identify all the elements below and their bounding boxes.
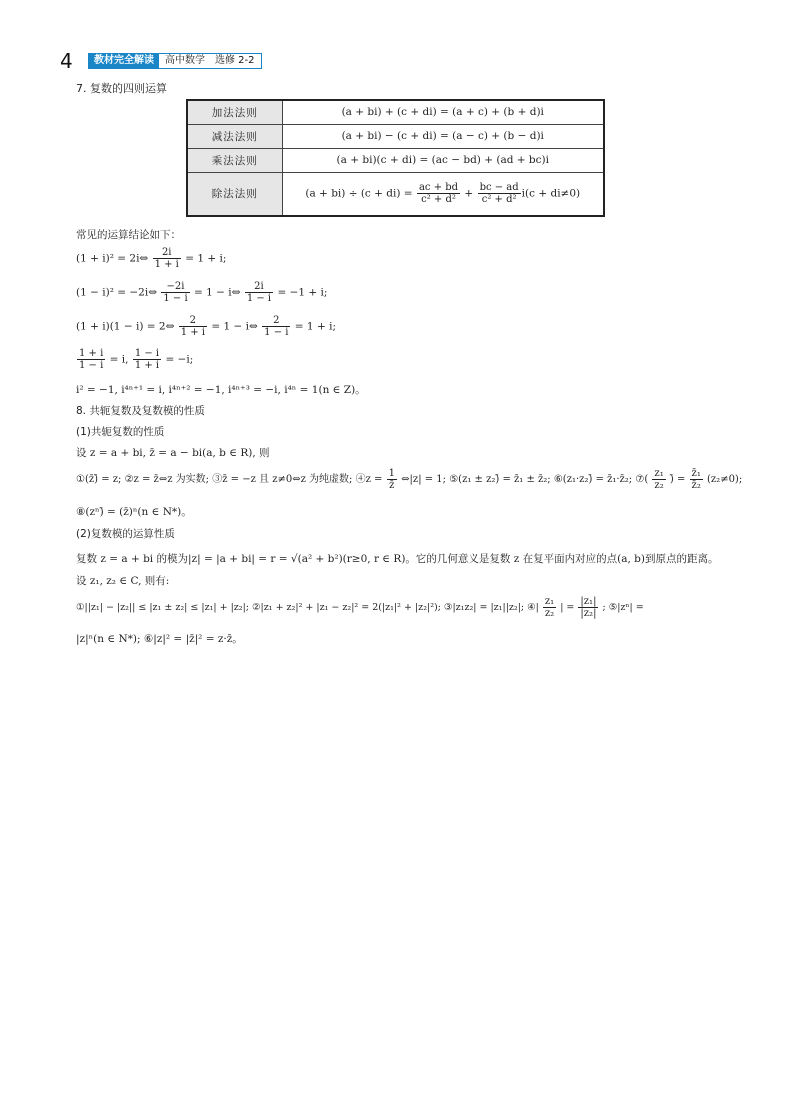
row-label: 加法法则	[187, 100, 282, 124]
modulus-setup: 设 z₁, z₂ ∈ C, 则有:	[76, 575, 170, 587]
numerator: 2i	[245, 281, 273, 293]
numerator: 2	[179, 315, 207, 327]
formula-text: i(c + di≠0)	[521, 187, 581, 200]
modulus-properties-cont: |z|ⁿ(n ∈ N*); ⑥|z|² = |z̄|² = z·z̄。	[76, 633, 243, 645]
formula-text: (a + bi) ÷ (c + di) =	[305, 187, 413, 200]
conclusion-line-3	[76, 315, 336, 338]
fraction	[417, 182, 460, 205]
conclusions-intro: 常见的运算结论如下：	[76, 229, 181, 241]
formula-text: (1 − i)² = −2i⇔	[76, 286, 158, 299]
fraction	[262, 315, 290, 338]
subsection-2-title: (2)复数模的运算性质	[76, 528, 175, 540]
conjugate-properties	[76, 468, 742, 491]
row-label: 减法法则	[187, 124, 282, 148]
formula-text: = −i;	[165, 353, 194, 366]
book-label: 高中数学 选修 2-2	[159, 54, 261, 68]
fraction	[161, 281, 189, 304]
conclusion-line-5: i² = −1, i⁴ⁿ⁺¹ = i, i⁴ⁿ⁺² = −1, i⁴ⁿ⁺³ = −i, i⁴ⁿ = 1(n ∈ Z)。	[76, 384, 366, 396]
formula-text: = 1 − i⇔	[194, 286, 241, 299]
fraction	[153, 247, 181, 270]
conclusion-line-4	[76, 348, 193, 371]
numerator: −2i	[161, 281, 189, 293]
modulus-properties	[76, 596, 644, 619]
numerator: 1	[388, 468, 395, 479]
page-header	[60, 51, 262, 71]
row-formula: (a + bi) + (c + di) = (a + c) + (b + d)i	[282, 100, 604, 124]
conjugate-property-8: ⑧(zⁿ)̄ = (z̄)ⁿ(n ∈ N*)。	[76, 506, 192, 518]
formula-text: ①(z̄)̄ = z; ②z = z̄⇔z 为实数; ③z̄ = −z 且 z≠0⇔z 为纯虚数; ④z =	[76, 474, 383, 485]
denominator: 1 + i	[154, 259, 179, 270]
table-row	[187, 100, 604, 124]
fraction	[652, 468, 665, 491]
numerator: 2	[262, 315, 290, 327]
numerator: z₁	[654, 468, 664, 479]
subsection-1-title: (1)共轭复数的性质	[76, 426, 165, 438]
denominator: z₂	[654, 480, 664, 491]
formula-text: = i,	[109, 353, 129, 366]
brand-label: 教材完全解读	[89, 54, 159, 68]
numerator: 1 − i	[134, 348, 160, 359]
formula-text: (1 + i)² = 2i⇔	[76, 252, 149, 265]
section-7-title: 7. 复数的四则运算	[76, 82, 167, 95]
fraction	[387, 468, 397, 491]
numerator: 1 + i	[79, 348, 104, 359]
numerator: z̄₁	[691, 468, 701, 479]
fraction	[690, 468, 703, 491]
denominator: z̄	[389, 480, 395, 491]
section-8-title: 8. 共轭复数及复数模的性质	[76, 405, 205, 417]
denominator: c² + d²	[481, 194, 517, 206]
denominator: 1 − i	[246, 293, 272, 304]
denominator: 1 − i	[163, 293, 188, 304]
numerator: |z₁|	[580, 596, 597, 607]
numerator: 2i	[153, 247, 181, 259]
fraction	[478, 182, 521, 205]
table-row	[187, 172, 604, 216]
formula-text: ①||z₁| − |z₂|| ≤ |z₁ ± z₂| ≤ |z₁| + |z₂|; ②|z₁ + z₂|² + |z₁ − z₂|² = 2(|z₁|² + |z₂|²); ③|z₁z₂| = |z₁||z₂|; ④|	[76, 602, 539, 613]
fraction	[77, 348, 105, 371]
formula-text: ⇔|z| = 1; ⑤(z₁ ± z₂)̄ = z̄₁ ± z̄₂; ⑥(z₁·z₂)̄ = z̄₁·z̄₂; ⑦(	[401, 474, 649, 485]
numerator: z₁	[544, 596, 555, 607]
denominator: c² + d²	[421, 194, 456, 206]
formula-text: ; ⑤|zⁿ| =	[602, 602, 644, 613]
fraction	[133, 348, 161, 371]
denominator: 1 + i	[134, 360, 160, 371]
conclusion-line-2	[76, 281, 327, 304]
denominator: 1 − i	[264, 327, 289, 338]
row-label: 乘法法则	[187, 148, 282, 172]
conclusion-line-1	[76, 247, 226, 270]
numerator: bc − ad	[479, 182, 519, 194]
table-row	[187, 124, 604, 148]
formula-text: = 1 + i;	[185, 252, 227, 265]
formula-text: = 1 − i⇔	[211, 320, 258, 333]
denominator: z₂	[544, 608, 555, 619]
numerator: ac + bd	[418, 182, 459, 194]
modulus-definition: 复数 z = a + bi 的模为|z| = |a + bi| = r = √(a² + b²)(r≥0, r ∈ R)。它的几何意义是复数 z 在复平面内对应的点(a, b)到原点的距离。	[76, 553, 719, 565]
fraction	[179, 315, 207, 338]
denominator: 1 − i	[79, 360, 104, 371]
row-formula: (a + bi)(c + di) = (ac − bd) + (ad + bc)i	[282, 148, 604, 172]
fraction	[245, 281, 273, 304]
operations-table	[186, 99, 605, 217]
fraction	[543, 596, 556, 619]
formula-text: (1 + i)(1 − i) = 2⇔	[76, 320, 175, 333]
formula-text: +	[464, 187, 474, 200]
row-formula: (a + bi) − (c + di) = (a − c) + (b − d)i	[282, 124, 604, 148]
page-number: 4	[60, 49, 73, 73]
formula-text: )̄ =	[669, 474, 686, 485]
formula-text: | =	[560, 602, 575, 613]
denominator: z̄₂	[691, 480, 701, 491]
row-formula	[282, 172, 604, 216]
conjugate-definition: 设 z = a + bi, z̄ = a − bi(a, b ∈ R), 则	[76, 447, 270, 459]
denominator: 1 + i	[180, 327, 206, 338]
denominator: |z₂|	[580, 608, 597, 619]
formula-text: = 1 + i;	[294, 320, 336, 333]
header-badge	[88, 53, 262, 69]
formula-text: = −1 + i;	[277, 286, 328, 299]
formula-text: (z₂≠0);	[707, 474, 743, 485]
table-row	[187, 148, 604, 172]
row-label: 除法法则	[187, 172, 282, 216]
fraction	[578, 596, 598, 619]
